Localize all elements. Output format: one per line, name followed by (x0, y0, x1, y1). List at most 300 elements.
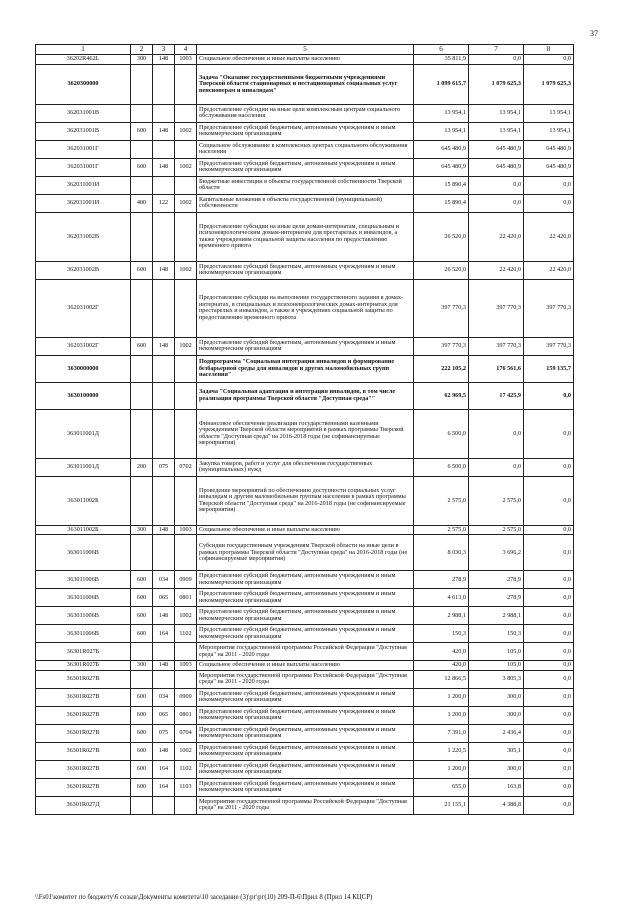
row-col3 (153, 355, 175, 382)
table-row (36, 382, 574, 409)
file-path-footer: \\Fs01\комитет по бюджету\6 созыв\Документы комитета\10 заседание (3)\рг\рг(10) 209-П-6\Прил 8 (Прил 14 КЦСР) (35, 894, 373, 901)
row-name: Задача "Оказание государственными бюджетными учреждениями Тверской области стационарных и нестационарных социальных услуг пенсионерам и инвалидам" (197, 64, 414, 104)
row-col2: 300 (131, 525, 153, 535)
row-name: Предоставление субсидий бюджетным, автономным учреждениям и иным некоммерческим организациям (197, 571, 414, 589)
row-col4 (175, 409, 197, 458)
row-name: Предоставление субсидий бюджетным, автономным учреждениям и иным некоммерческим организациям (197, 742, 414, 760)
row-name: Субсидии государственным учреждениям Тверской области на иные цели в рамках программы Тверской области "Доступная среда" на 2016-2018 годы (не софинансируемые мероприятия) (197, 535, 414, 571)
row-value-6: 420,0 (414, 643, 469, 661)
row-code: 36301R027Б (36, 643, 131, 661)
row-col3: 034 (153, 571, 175, 589)
table-row (36, 661, 574, 671)
row-col2: 400 (131, 194, 153, 212)
row-value-8: 0,0 (524, 476, 574, 525)
row-col3: 164 (153, 625, 175, 643)
table-row (36, 55, 574, 65)
row-col2: 600 (131, 589, 153, 607)
row-col4: 1002 (175, 337, 197, 355)
row-code: 362031002Г (36, 337, 131, 355)
row-value-7: 1 079 625,3 (469, 64, 524, 104)
row-col2: 600 (131, 742, 153, 760)
table-row (36, 104, 574, 122)
row-col4: 1002 (175, 261, 197, 279)
row-col2 (131, 279, 153, 337)
row-col4 (175, 64, 197, 104)
row-col2: 300 (131, 55, 153, 65)
row-col4: 0704 (175, 724, 197, 742)
row-col4 (175, 176, 197, 194)
row-value-6: 15 890,4 (414, 176, 469, 194)
row-col2: 600 (131, 337, 153, 355)
row-code: 363011002Б (36, 525, 131, 535)
row-value-8: 645 480,9 (524, 140, 574, 158)
row-value-7: 2 575,0 (469, 476, 524, 525)
row-name: Предоставление субсидии на иные цели комплексным центрам социального обслуживания населения (197, 104, 414, 122)
row-value-6: 12 866,5 (414, 670, 469, 688)
row-col2: 600 (131, 571, 153, 589)
row-name: Задача "Социальная адаптация и интеграция инвалидов, в том числе реализация программы Тверской области "Доступная среда"" (197, 382, 414, 409)
row-col2: 600 (131, 706, 153, 724)
row-value-8: 0,0 (524, 535, 574, 571)
row-value-8: 0,0 (524, 458, 574, 476)
table-row (36, 760, 574, 778)
row-name: Предоставление субсидий бюджетным, автономным учреждениям и иным некоммерческим организациям (197, 760, 414, 778)
row-col4: 1002 (175, 742, 197, 760)
row-code: 362031001Г (36, 158, 131, 176)
row-col3 (153, 212, 175, 261)
row-col4: 0909 (175, 688, 197, 706)
table-row (36, 279, 574, 337)
row-col3: 075 (153, 458, 175, 476)
row-value-8: 0,0 (524, 607, 574, 625)
row-value-6: 397 770,3 (414, 337, 469, 355)
row-col4: 1102 (175, 760, 197, 778)
row-col2: 600 (131, 158, 153, 176)
row-col3 (153, 670, 175, 688)
header-cell: 3 (153, 45, 175, 55)
row-name: Социальное обеспечение и иные выплаты населению (197, 525, 414, 535)
row-col2 (131, 670, 153, 688)
row-code: 3630000000 (36, 355, 131, 382)
row-col4: 1003 (175, 525, 197, 535)
row-name: Предоставление субсидии на иные цели домам-интернатам, специальным и психоневрологическим домам-интернатам для престарелых и инвалидов, а также учреждениям социальной защиты населения по предоставлению временного приюта (197, 212, 414, 261)
table-row (36, 476, 574, 525)
row-col4: 1003 (175, 661, 197, 671)
row-name: Предоставление субсидий бюджетным, автономным учреждениям и иным некоммерческим организациям (197, 158, 414, 176)
row-code: 363011006В (36, 535, 131, 571)
row-name: Бюджетные инвестиции в объекты государственной собственности Тверской области (197, 176, 414, 194)
row-value-8: 397 770,3 (524, 279, 574, 337)
row-value-7: 22 420,0 (469, 261, 524, 279)
row-code: 36301R027В (36, 670, 131, 688)
row-value-7: 22 420,0 (469, 212, 524, 261)
row-value-7: 2 575,0 (469, 525, 524, 535)
header-cell: 6 (414, 45, 469, 55)
table-row (36, 140, 574, 158)
row-code: 362031002В (36, 212, 131, 261)
row-value-6: 13 954,1 (414, 104, 469, 122)
row-value-7: 0,0 (469, 409, 524, 458)
row-value-6: 6 500,0 (414, 409, 469, 458)
row-col2 (131, 409, 153, 458)
row-col3: 148 (153, 661, 175, 671)
row-col3 (153, 104, 175, 122)
row-col2: 600 (131, 778, 153, 796)
row-col4: 1102 (175, 625, 197, 643)
row-code: 363011001Д (36, 458, 131, 476)
table-row (36, 337, 574, 355)
row-code: 362031001И (36, 194, 131, 212)
table-row (36, 724, 574, 742)
row-value-7: 300,0 (469, 760, 524, 778)
row-value-6: 2 575,0 (414, 525, 469, 535)
row-col2: 600 (131, 261, 153, 279)
row-value-8: 0,0 (524, 643, 574, 661)
row-col3: 065 (153, 589, 175, 607)
row-value-6: 4 613,0 (414, 589, 469, 607)
row-value-7: 163,8 (469, 778, 524, 796)
row-col3: 164 (153, 760, 175, 778)
row-value-6: 1 200,0 (414, 688, 469, 706)
table-row (36, 122, 574, 140)
table-row (36, 778, 574, 796)
row-value-6: 2 988,1 (414, 607, 469, 625)
row-col4: 0909 (175, 571, 197, 589)
row-name: Предоставление субсидий бюджетным, автономным учреждениям и иным некоммерческим организациям (197, 122, 414, 140)
row-col2 (131, 176, 153, 194)
table-row (36, 796, 574, 814)
row-col3: 034 (153, 688, 175, 706)
row-value-6: 1 200,0 (414, 706, 469, 724)
row-value-6: 1 200,0 (414, 760, 469, 778)
row-value-8: 0,0 (524, 778, 574, 796)
row-value-6: 35 811,9 (414, 55, 469, 65)
row-col2: 200 (131, 458, 153, 476)
header-cell: 4 (175, 45, 197, 55)
row-value-8: 0,0 (524, 176, 574, 194)
row-col2 (131, 104, 153, 122)
row-col3 (153, 643, 175, 661)
table-header-row (36, 45, 574, 55)
row-code: 362031002Г (36, 279, 131, 337)
header-cell: 1 (36, 45, 131, 55)
row-value-6: 26 520,0 (414, 212, 469, 261)
row-name: Подпрограмма "Социальная интеграция инвалидов и формирование безбарьерной среды для инвалидов и других маломобильных групп населения" (197, 355, 414, 382)
table-row (36, 688, 574, 706)
row-value-6: 6 500,0 (414, 458, 469, 476)
row-code: 36301R027В (36, 724, 131, 742)
row-value-6: 62 969,5 (414, 382, 469, 409)
row-value-8: 0,0 (524, 742, 574, 760)
row-code: 362031001В (36, 122, 131, 140)
row-value-6: 13 954,1 (414, 122, 469, 140)
header-cell: 7 (469, 45, 524, 55)
header-cell: 2 (131, 45, 153, 55)
row-col4 (175, 140, 197, 158)
row-value-8: 0,0 (524, 382, 574, 409)
row-code: 362031001В (36, 104, 131, 122)
row-value-7: 0,0 (469, 176, 524, 194)
header-cell: 8 (524, 45, 574, 55)
row-name: Закупка товаров, работ и услуг для обеспечения государственных (муниципальных) нужд (197, 458, 414, 476)
row-col4: 1103 (175, 778, 197, 796)
row-col3: 075 (153, 724, 175, 742)
row-value-7: 176 561,6 (469, 355, 524, 382)
row-code: 36301R027Б (36, 661, 131, 671)
row-col4: 1002 (175, 194, 197, 212)
row-value-8: 0,0 (524, 760, 574, 778)
row-code: 363011001Д (36, 409, 131, 458)
row-col4 (175, 476, 197, 525)
row-value-8: 22 420,0 (524, 212, 574, 261)
row-col3: 148 (153, 55, 175, 65)
row-col2 (131, 355, 153, 382)
row-code: 363011002Б (36, 476, 131, 525)
row-col3 (153, 535, 175, 571)
row-value-8: 0,0 (524, 409, 574, 458)
row-col2: 600 (131, 760, 153, 778)
row-col3 (153, 382, 175, 409)
row-code: 36301R027В (36, 760, 131, 778)
row-value-8: 0,0 (524, 724, 574, 742)
row-value-8: 0,0 (524, 796, 574, 814)
row-col4: 1002 (175, 158, 197, 176)
row-col3: 148 (153, 742, 175, 760)
row-value-7: 3 696,2 (469, 535, 524, 571)
row-col3: 065 (153, 706, 175, 724)
row-col3 (153, 140, 175, 158)
row-value-7: 105,0 (469, 661, 524, 671)
row-col2 (131, 140, 153, 158)
row-col4 (175, 104, 197, 122)
row-value-6: 1 099 615,7 (414, 64, 469, 104)
page-number: 37 (590, 29, 598, 38)
row-value-8: 0,0 (524, 55, 574, 65)
row-code: 36301R027Д (36, 796, 131, 814)
row-value-8: 645 480,9 (524, 158, 574, 176)
table-row (36, 194, 574, 212)
row-col4: 0801 (175, 589, 197, 607)
table-row (36, 355, 574, 382)
row-value-7: 0,0 (469, 194, 524, 212)
row-value-8: 0,0 (524, 525, 574, 535)
row-value-8: 0,0 (524, 194, 574, 212)
row-code: 36301R027В (36, 688, 131, 706)
row-code: 363011006В (36, 625, 131, 643)
row-value-7: 278,9 (469, 571, 524, 589)
row-code: 362031002В (36, 261, 131, 279)
row-value-7: 13 954,1 (469, 104, 524, 122)
row-value-6: 7 391,0 (414, 724, 469, 742)
row-name: Предоставление субсидий бюджетным, автономным учреждениям и иным некоммерческим организациям (197, 337, 414, 355)
row-name: Мероприятия государственной программы Российской Федерации "Доступная среда" на 2011 - 2020 годы (197, 670, 414, 688)
row-value-6: 15 890,4 (414, 194, 469, 212)
row-code: 3630100000 (36, 382, 131, 409)
row-name: Предоставление субсидий бюджетным, автономным учреждениям и иным некоммерческим организациям (197, 706, 414, 724)
row-value-8: 0,0 (524, 661, 574, 671)
row-value-8: 0,0 (524, 571, 574, 589)
row-value-7: 0,0 (469, 55, 524, 65)
row-col4: 1002 (175, 607, 197, 625)
row-col2 (131, 64, 153, 104)
row-name: Предоставление субсидий бюджетным, автономным учреждениям и иным некоммерческим организациям (197, 724, 414, 742)
row-col2: 600 (131, 688, 153, 706)
row-name: Предоставление субсидий бюджетным, автономным учреждениям и иным некоммерческим организациям (197, 589, 414, 607)
row-name: Предоставление субсидий бюджетным, автономным учреждениям и иным некоммерческим организациям (197, 625, 414, 643)
row-name: Социальное обслуживание в комплексных центрах социального обслуживания населения (197, 140, 414, 158)
row-code: 363011006В (36, 589, 131, 607)
row-col2 (131, 796, 153, 814)
row-value-8: 397 770,3 (524, 337, 574, 355)
row-value-7: 645 480,9 (469, 158, 524, 176)
row-value-7: 4 388,8 (469, 796, 524, 814)
row-col3 (153, 176, 175, 194)
row-code: 362031001И (36, 176, 131, 194)
row-value-7: 300,0 (469, 706, 524, 724)
row-code: 363011006В (36, 571, 131, 589)
row-col2: 600 (131, 122, 153, 140)
row-name: Проведение мероприятий по обеспечению доступности социальных услуг инвалидам и другим маломобильным группам населения в рамках программы Тверской области "Доступная среда" на 2016-2018 годы (не софинансируемые мероприятия) (197, 476, 414, 525)
row-name: Социальное обеспечение и иные выплаты населению (197, 55, 414, 65)
row-value-8: 0,0 (524, 670, 574, 688)
table-row (36, 607, 574, 625)
budget-table (35, 44, 574, 815)
row-value-7: 2 988,1 (469, 607, 524, 625)
row-name: Социальное обеспечение и иные выплаты населению (197, 661, 414, 671)
row-col4 (175, 355, 197, 382)
row-value-6: 21 155,1 (414, 796, 469, 814)
row-value-7: 397 770,3 (469, 337, 524, 355)
row-value-7: 300,0 (469, 688, 524, 706)
row-col4 (175, 796, 197, 814)
row-value-8: 0,0 (524, 706, 574, 724)
row-col4: 1002 (175, 122, 197, 140)
row-value-6: 645 480,9 (414, 158, 469, 176)
row-value-7: 305,1 (469, 742, 524, 760)
row-col4 (175, 535, 197, 571)
row-value-6: 278,9 (414, 571, 469, 589)
row-code: 3620300000 (36, 64, 131, 104)
row-value-8: 13 954,1 (524, 122, 574, 140)
row-code: 36301R027В (36, 742, 131, 760)
row-col2 (131, 212, 153, 261)
row-value-7: 397 770,3 (469, 279, 524, 337)
table-row (36, 525, 574, 535)
row-col3 (153, 476, 175, 525)
row-value-6: 397 770,3 (414, 279, 469, 337)
row-name: Финансовое обеспечение реализации государственными казенными учреждениями Тверской области мероприятий в рамках программы Тверской области "Доступная среда" на 2016-2018 годы (не софинансируемые мероприятия) (197, 409, 414, 458)
row-col3: 148 (153, 607, 175, 625)
table-row (36, 535, 574, 571)
row-col2 (131, 535, 153, 571)
row-col4 (175, 279, 197, 337)
row-value-8: 0,0 (524, 688, 574, 706)
row-name: Капитальные вложения в объекты государственной (муниципальной) собственности (197, 194, 414, 212)
table-row (36, 571, 574, 589)
row-col2: 600 (131, 724, 153, 742)
row-value-6: 26 520,0 (414, 261, 469, 279)
row-value-7: 13 954,1 (469, 122, 524, 140)
row-col4: 1003 (175, 55, 197, 65)
row-value-8: 159 135,7 (524, 355, 574, 382)
row-col2: 600 (131, 607, 153, 625)
row-col4: 0702 (175, 458, 197, 476)
table-row (36, 670, 574, 688)
row-col4 (175, 643, 197, 661)
row-value-7: 0,0 (469, 458, 524, 476)
row-name: Предоставление субсидий бюджетным, автономным учреждениям и иным некоммерческим организациям (197, 261, 414, 279)
row-code: 36202R462L (36, 55, 131, 65)
row-value-7: 105,0 (469, 643, 524, 661)
row-value-6: 1 220,5 (414, 742, 469, 760)
row-value-6: 222 105,2 (414, 355, 469, 382)
row-code: 36301R027В (36, 706, 131, 724)
row-value-6: 2 575,0 (414, 476, 469, 525)
row-col4 (175, 212, 197, 261)
row-value-6: 420,0 (414, 661, 469, 671)
row-col3: 148 (153, 525, 175, 535)
header-cell: 5 (197, 45, 414, 55)
row-col2 (131, 643, 153, 661)
row-col3 (153, 796, 175, 814)
row-name: Предоставление субсидии на выполнение государственного задания в домах-интернатах, в специальных и психоневрологических домах-интернатах для престарелых и инвалидов, а также в учреждениях социальной защиты по предоставлению временного приюта (197, 279, 414, 337)
row-col4 (175, 670, 197, 688)
row-value-7: 278,9 (469, 589, 524, 607)
table-row (36, 458, 574, 476)
row-value-8: 1 079 625,3 (524, 64, 574, 104)
row-col3 (153, 279, 175, 337)
row-value-7: 3 805,3 (469, 670, 524, 688)
row-value-7: 2 436,4 (469, 724, 524, 742)
row-value-8: 0,0 (524, 589, 574, 607)
row-col3: 148 (153, 158, 175, 176)
row-name: Предоставление субсидий бюджетным, автономным учреждениям и иным некоммерческим организациям (197, 778, 414, 796)
row-name: Мероприятия государственной программы Российской Федерации "Доступная среда" на 2011 - 2020 годы (197, 643, 414, 661)
row-col3: 148 (153, 261, 175, 279)
row-col3: 148 (153, 337, 175, 355)
table-row (36, 176, 574, 194)
table-row (36, 409, 574, 458)
row-value-7: 645 480,9 (469, 140, 524, 158)
table-row (36, 742, 574, 760)
row-col4 (175, 382, 197, 409)
row-col3: 164 (153, 778, 175, 796)
row-value-7: 150,3 (469, 625, 524, 643)
row-code: 363011006В (36, 607, 131, 625)
row-value-6: 8 030,3 (414, 535, 469, 571)
row-col2: 600 (131, 625, 153, 643)
row-col2: 300 (131, 661, 153, 671)
row-name: Предоставление субсидий бюджетным, автономным учреждениям и иным некоммерческим организациям (197, 688, 414, 706)
row-col3: 122 (153, 194, 175, 212)
row-value-6: 655,0 (414, 778, 469, 796)
table-row (36, 261, 574, 279)
row-code: 36301R027В (36, 778, 131, 796)
row-value-8: 13 954,1 (524, 104, 574, 122)
table-row (36, 625, 574, 643)
row-col4: 0801 (175, 706, 197, 724)
row-value-6: 645 480,9 (414, 140, 469, 158)
row-value-8: 22 420,0 (524, 261, 574, 279)
table-row (36, 589, 574, 607)
table-row (36, 212, 574, 261)
table-row (36, 706, 574, 724)
row-col3: 148 (153, 122, 175, 140)
row-value-6: 150,3 (414, 625, 469, 643)
table-row (36, 158, 574, 176)
row-name: Предоставление субсидий бюджетным, автономным учреждениям и иным некоммерческим организациям (197, 607, 414, 625)
row-name: Мероприятия государственной программы Российской Федерации "Доступная среда" на 2011 - 2020 годы (197, 796, 414, 814)
